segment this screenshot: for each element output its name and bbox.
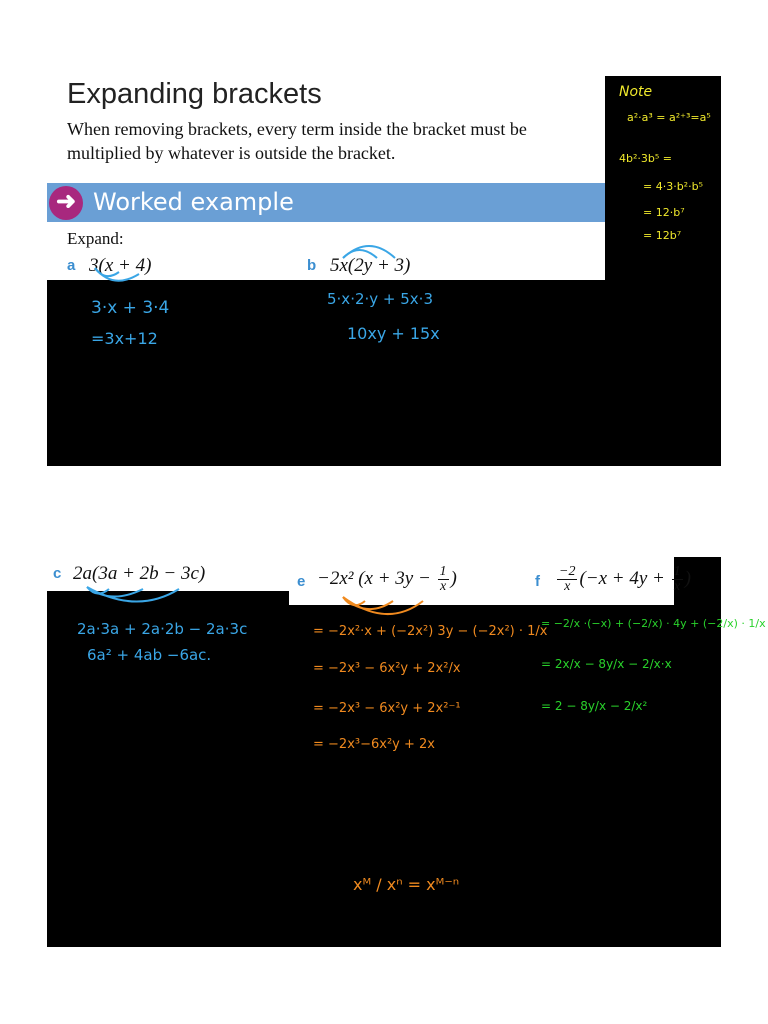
question-c-label: c: [53, 565, 62, 582]
question-f-frac2-num: 1: [673, 564, 681, 579]
c-work-line-2: 6a² + 4ab −6ac.: [87, 646, 212, 664]
note-line-4: = 12·b⁷: [643, 206, 685, 219]
question-f-frac-num: −2: [559, 564, 576, 579]
note-line-2: 4b²·3b⁵ =: [619, 152, 672, 165]
question-b-label: b: [307, 257, 317, 274]
f-work-line-1: = −2/x ·(−x) + (−2/x) · 4y + (−2/x) · 1/x: [541, 617, 766, 630]
slide-1: [47, 76, 721, 466]
slide-2: [47, 557, 766, 947]
note-heading: Note: [619, 84, 653, 100]
a-work-line-1: 3·x + 3·4: [91, 298, 170, 318]
b-work-line-1: 5·x·2·y + 5x·3: [327, 290, 433, 308]
intro-line-2: multiplied by whatever is outside the bracket.: [67, 143, 396, 163]
exponent-rule: xᴹ / xⁿ = xᴹ⁻ⁿ: [353, 875, 460, 894]
question-f-label: f: [535, 573, 540, 590]
question-a: 3(x + 4): [89, 255, 152, 276]
arrow-icon: ➜: [49, 186, 83, 220]
a-work-line-2: =3x+12: [91, 329, 158, 348]
note-area: [613, 76, 721, 276]
note-line-1: a²·a³ = a²⁺³=a⁵: [627, 111, 711, 124]
page-title: Expanding brackets: [67, 78, 322, 110]
b-work-line-2: 10xy + 15x: [347, 324, 440, 343]
question-f-main: (−x + 4y +: [579, 567, 665, 589]
e-work-line-4: = −2x³−6x²y + 2x: [313, 737, 435, 752]
question-f-frac2-den: x: [674, 579, 681, 594]
intro-line-1: When removing brackets, every term inside the bracket must be: [67, 119, 527, 139]
expand-label: Expand:: [67, 229, 124, 248]
question-e-frac-den: x: [439, 579, 447, 594]
banner-label: Worked example: [93, 188, 294, 216]
e-work-line-2: = −2x³ − 6x²y + 2x²/x: [313, 661, 461, 676]
f-work-line-2: = 2x/x − 8y/x − 2/x·x: [541, 657, 672, 671]
question-e-frac-num: 1: [439, 564, 447, 579]
question-e: −2x² (x + 3y − $\frac{1}{x}$ ): [317, 564, 457, 594]
c-work-line-1: 2a·3a + 2a·2b − 2a·3c: [77, 620, 248, 638]
question-a-label: a: [67, 257, 76, 274]
question-c: 2a(3a + 2b − 3c): [73, 563, 206, 584]
f-work-line-3: = 2 − 8y/x − 2/x²: [541, 699, 648, 713]
question-b: 5x(2y + 3): [330, 255, 411, 276]
question-e-main: −2x² (x + 3y −: [317, 567, 431, 589]
question-f: $\frac{-2}{x}$ (−x + 4y + $\frac{1}{x}$ ): [559, 564, 691, 594]
note-line-3: = 4·3·b²·b⁵: [643, 180, 703, 193]
e-work-line-3: = −2x³ − 6x²y + 2x²⁻¹: [313, 701, 461, 716]
question-e-label: e: [297, 573, 306, 590]
question-f-frac-den: x: [564, 579, 571, 594]
note-line-5: = 12b⁷: [643, 229, 682, 242]
e-work-line-1: = −2x²·x + (−2x²) 3y − (−2x²) · 1/x: [313, 624, 548, 639]
